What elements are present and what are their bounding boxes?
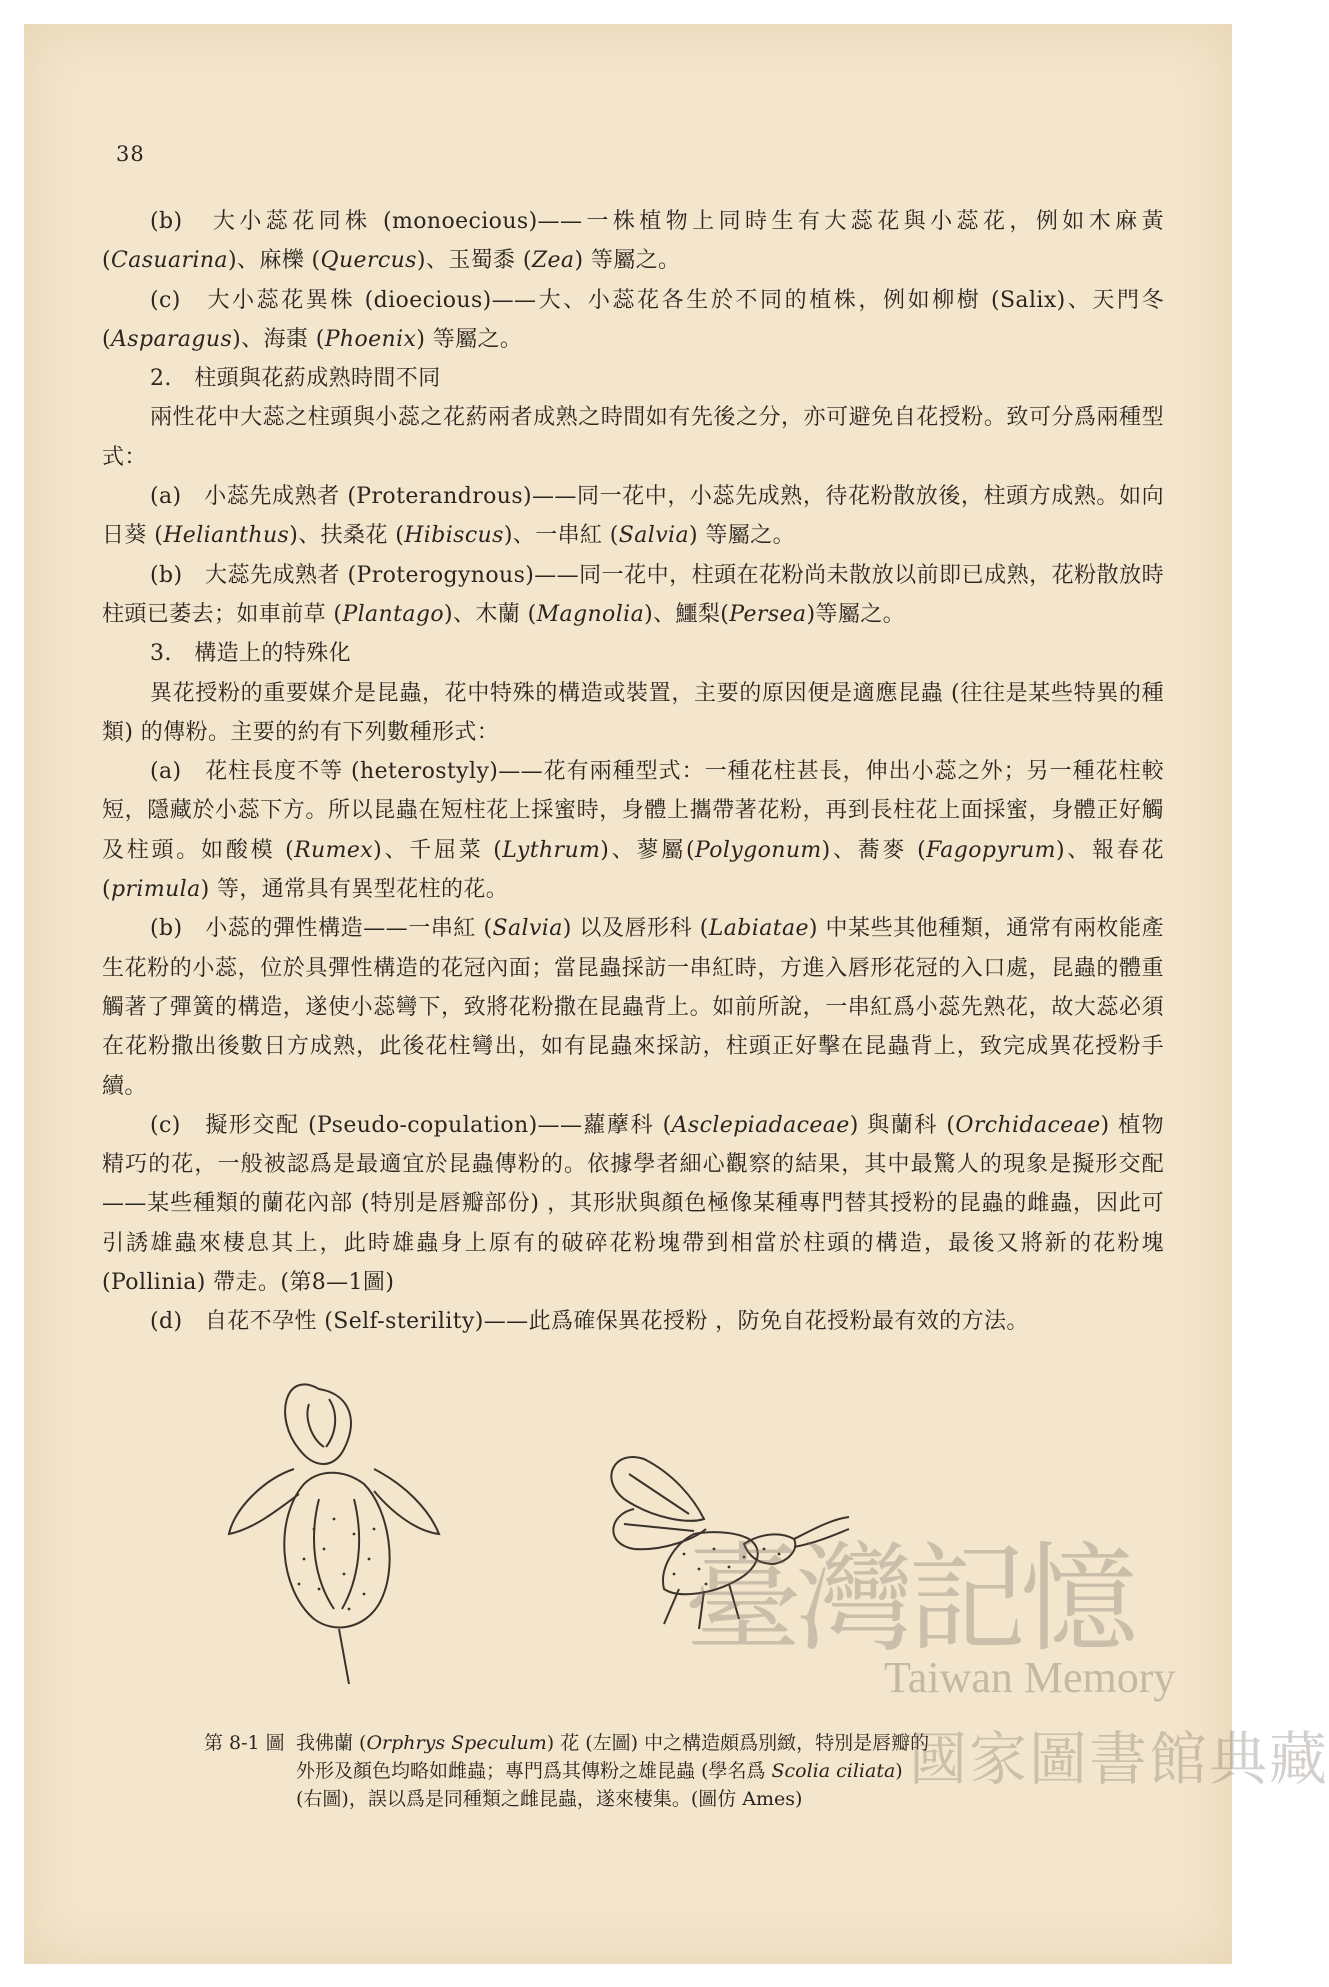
bee-illustration [594,1439,854,1639]
paragraph-4: 兩性花中大蕊之柱頭與小蕊之花葯兩者成熟之時間如有先後之分，亦可避免自花授粉。致可分爲兩種型式： [102,405,1164,470]
paragraph-11: (c) 擬形交配 (Pseudo-copulation)——蘿藦科 (Asclepiadaceae) 與蘭科 (Orchidaceae) 植物精巧的花，一般被認爲是最適宜於昆蟲傳粉的。依據學者細心觀察的結果，其中最驚人的現象是擬形交配——某些種類的蘭花內部 (特別是唇瓣部份) ，其形狀與顏色極像某種專門替其授粉的昆蟲的雌蟲，因此可引誘雄蟲來棲息其上，此時雄蟲身上原有的破碎花粉塊帶到相當於柱頭的構造，最後又將新的花粉塊 (Pollinia) 帶走。(第8—1圖) [102,1112,1165,1296]
paragraph-12: (d) 自花不孕性 (Self-sterility)——此爲確保異花授粉 ，防免自花授粉最有效的方法。 [150,1309,1029,1335]
caption-line-3: (右圖)，誤以爲是同種類之雌昆蟲，遂來棲集。(圖仿 Ames) [296,1788,803,1810]
watermark-main: 臺灣記憶 [684,1530,1133,1668]
paragraph-5: (a) 小蕊先成熟者 (Proterandrous)——同一花中，小蕊先成熟，待花粉散放後，柱頭方成熟。如向日葵 (Helianthus)、扶桑花 (Hibiscus)、一串紅 (Salvia) 等屬之。 [102,484,1164,549]
paragraph-7: 3. 構造上的特殊化 [150,641,351,667]
paragraph-1: (b) 大小蕊花同株 (monoecious)——一株植物上同時生有大蕊花與小蕊花，例如木麻黃 (Casuarina)、麻櫟 (Quercus)、玉蜀黍 (Zea) 等屬之。 [102,209,1164,274]
body-text [102,202,1164,1342]
paragraph-8: 異花授粉的重要媒介是昆蟲，花中特殊的構造或裝置，主要的原因便是適應昆蟲 (往往是某些特異的種類) 的傳粉。主要的約有下列數種形式： [102,680,1164,745]
orchid-flower-illustration [224,1359,464,1689]
figure-8-1 [224,1359,1084,1724]
paragraph-6: (b) 大蕊先成熟者 (Proterogynous)——同一花中，柱頭在花粉尚未散放以前即已成熟，花粉散放時柱頭已萎去；如車前草 (Plantago)、木蘭 (Magnolia)、鱷梨(Persea)等屬之。 [102,562,1164,627]
page-number: 38 [116,142,145,166]
watermark-english: Taiwan Memory [884,1653,1176,1702]
caption-label: 第 8-1 圖 [204,1732,285,1754]
caption-line-1: 第 8-1 圖 我佛蘭 (Orphrys Speculum) 花 (左圖) 中之構造頗爲別緻，特別是唇瓣的 [204,1729,1064,1757]
scanned-page [24,24,1329,1964]
paragraph-2: (c) 大小蕊花異株 (dioecious)——大、小蕊花各生於不同的植株，例如柳樹 (Salix)、天門冬 (Asparagus)、海棗 (Phoenix) 等屬之。 [102,287,1164,352]
paragraph-3: 2. 柱頭與花葯成熟時間不同 [150,366,441,392]
paragraph-9: (a) 花柱長度不等 (heterostyly)——花有兩種型式：一種花柱甚長，伸出小蕊之外；另一種花柱較短，隱藏於小蕊下方。所以昆蟲在短柱花上採蜜時，身體上攜帶著花粉，再到長柱花上面採蜜，身體正好觸及柱頭。如酸模 (Rumex)、千屈菜 (Lythrum)、蓼屬(Polygonum)、蕎麥 (Fagopyrum)、報春花 (primula) 等，通常具有異型花柱的花。 [102,759,1164,903]
watermark-sub: 國家圖書館典藏 [909,1725,1329,1793]
figure-caption [204,1729,1064,1813]
paragraph-10: (b) 小蕊的彈性構造——一串紅 (Salvia) 以及唇形科 (Labiatae) 中某些其他種類，通常有兩枚能產生花粉的小蕊，位於具彈性構造的花冠內面；當昆蟲採訪一串紅時，方進入唇形花冠的入口處，昆蟲的體重觸著了彈簧的構造，遂使小蕊彎下，致將花粉撒在昆蟲背上。如前所說，一串紅爲小蕊先熟花，故大蕊必須在花粉撒出後數日方成熟，此後花柱彎出，如有昆蟲來採訪，柱頭正好擊在昆蟲背上，致完成異花授粉手續。 [102,916,1164,1099]
caption-line-2: 外形及顏色均略如雌蟲；專門爲其傳粉之雄昆蟲 (學名爲 Scolia ciliata) [296,1760,903,1782]
